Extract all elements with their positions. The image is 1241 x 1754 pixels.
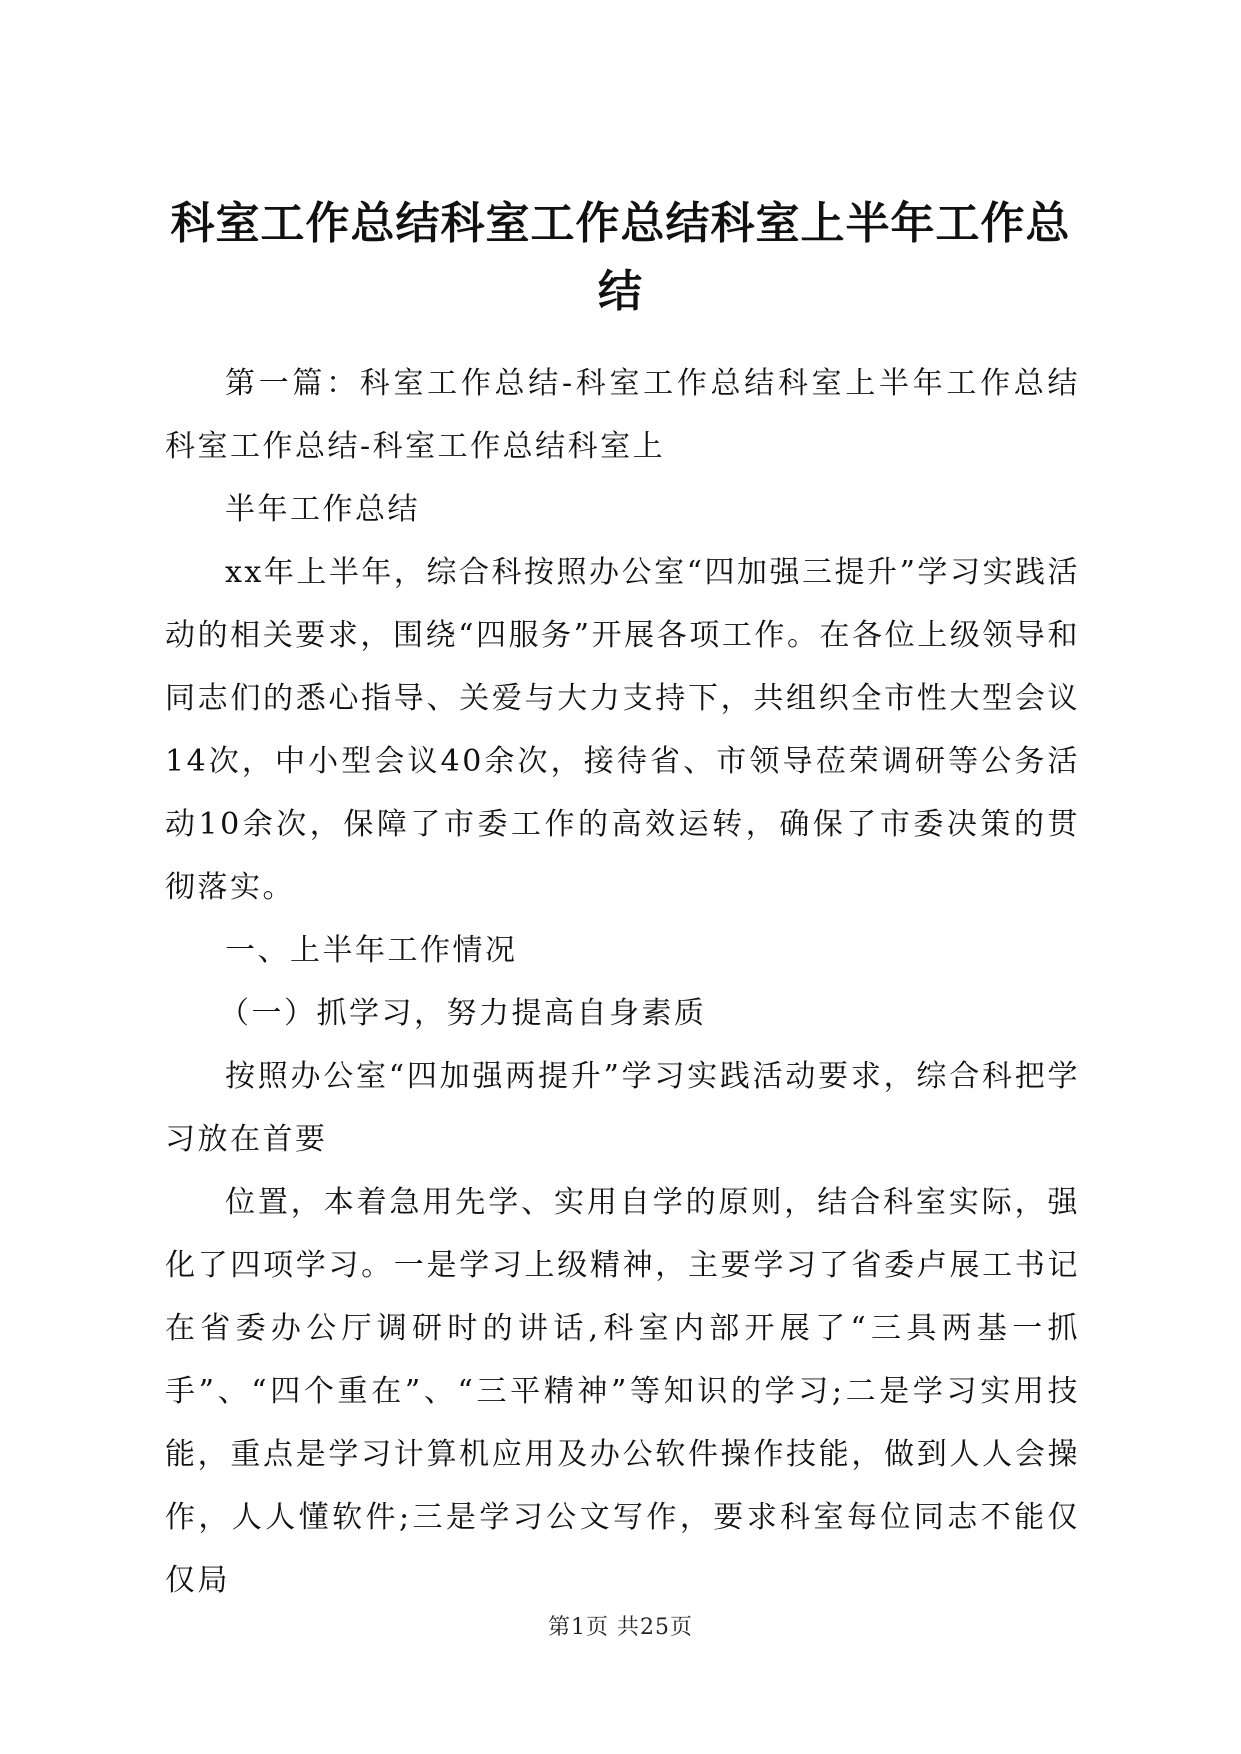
title-line-1: 科室工作总结科室工作总结科室上半年工作总 (170, 198, 1071, 249)
paragraph-study-1: 按照办公室“四加强两提升”学习实践活动要求，综合科把学习放在首要 (165, 1059, 1080, 1157)
paragraph-subheading-1: （一）抓学习，努力提高自身素质 (219, 996, 707, 1031)
page-footer: 第1页 共25页 (548, 1615, 693, 1640)
title-line-2: 结 (598, 266, 643, 317)
document-title (150, 190, 1091, 326)
paragraph-subtitle: 半年工作总结 (225, 492, 420, 527)
paragraph-intro: xx年上半年，综合科按照办公室“四加强三提升”学习实践活动的相关要求，围绕“四服务”开展各项工作。在各位上级领导和同志们的悉心指导、关爱与大力支持下，共组织全市性大型会议14次，中小型会议40余次，接待省、市领导莅荣调研等公务活动10余次，保障了市委工作的高效运转，确保了市委决策的贯彻落实。 (165, 555, 1080, 905)
document-body (165, 352, 1080, 1612)
paragraph-heading-1: 一、上半年工作情况 (225, 933, 518, 968)
paragraph-study-2: 位置，本着急用先学、实用自学的原则，结合科室实际，强化了四项学习。一是学习上级精神，主要学习了省委卢展工书记在省委办公厅调研时的讲话,科室内部开展了“三具两基一抓手”、“四个重在”、“三平精神”等知识的学习;二是学习实用技能，重点是学习计算机应用及办公软件操作技能，做到人人会操作，人人懂软件;三是学习公文写作，要求科室每位同志不能仅仅局 (165, 1185, 1080, 1598)
paragraph-section-heading: 第一篇：科室工作总结-科室工作总结科室上半年工作总结科室工作总结-科室工作总结科室上 (165, 366, 1080, 464)
